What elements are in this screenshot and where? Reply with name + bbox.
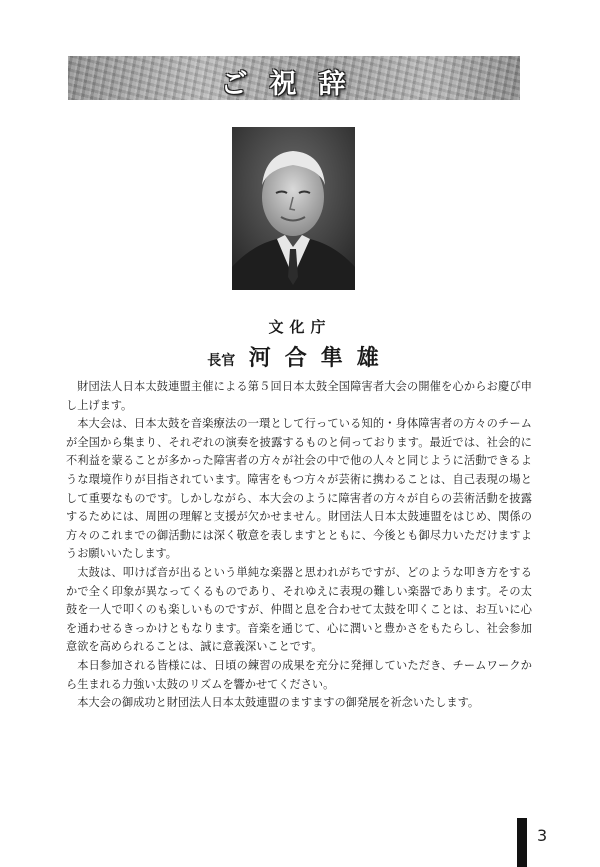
paragraph: 太鼓は、叩けば音が出るという単純な楽器と思われがちですが、どのような叩き方をするかで全く印象が異なってくるものであり、それゆえに表現の難しい楽器であります。その太鼓を一人で叩くのも楽しいものですが、仲間と息を合わせて太鼓を叩くことは、お互いに心を通わせるきっかけともなります。音楽を通じて、心に潤いと豊かさをもたらし、社会参加意欲を高められることは、誠に意義深いことです。 — [66, 565, 532, 654]
speaker-name: 河合隼雄 — [248, 345, 393, 371]
paragraph: 財団法人日本太鼓連盟主催による第５回日本太鼓全国障害者大会の開催を心からお慶び申し上げます。 — [66, 380, 532, 412]
paragraph: 本大会の御成功と財団法人日本太鼓連盟のますますの御発展を祈念いたします。 — [77, 696, 480, 710]
message-body — [66, 378, 532, 713]
speaker-line — [0, 341, 600, 372]
paragraph: 本日参加される皆様には、日頃の練習の成果を充分に発揮していただき、チームワークから生まれる力強い太鼓のリズムを響かせてください。 — [66, 658, 532, 691]
speaker-title: 長官 — [207, 353, 236, 369]
title-banner — [68, 56, 520, 100]
page-title: ご祝辞 — [220, 69, 368, 100]
page-number: 3 — [537, 826, 548, 845]
agency-name: 文化庁 — [268, 318, 332, 336]
page-marker-bar — [517, 818, 527, 867]
paragraph: 本大会は、日本太鼓を音楽療法の一環として行っている知的・身体障害者の方々のチームが全国から集まり、それぞれの演奏を披露するものと伺っております。最近では、社会的に不利益を蒙ることが多かった障害者の方々が社会の中で他の人々と同じように活動できるような環境作りが目指されています。障害をもつ方々が芸術に携わることは、自己表現の場として重要なものです。しかしながら、本大会のように障害者の方々が自らの芸術活動を披露するためには、周囲の理解と支援が欠かせません。財団法人日本太鼓連盟をはじめ、関係の方々のこれまでの御活動には深く敬意を表しますとともに、今後とも御尽力いただけますようお願いいたします。 — [66, 417, 532, 561]
portrait-photo — [232, 127, 355, 290]
